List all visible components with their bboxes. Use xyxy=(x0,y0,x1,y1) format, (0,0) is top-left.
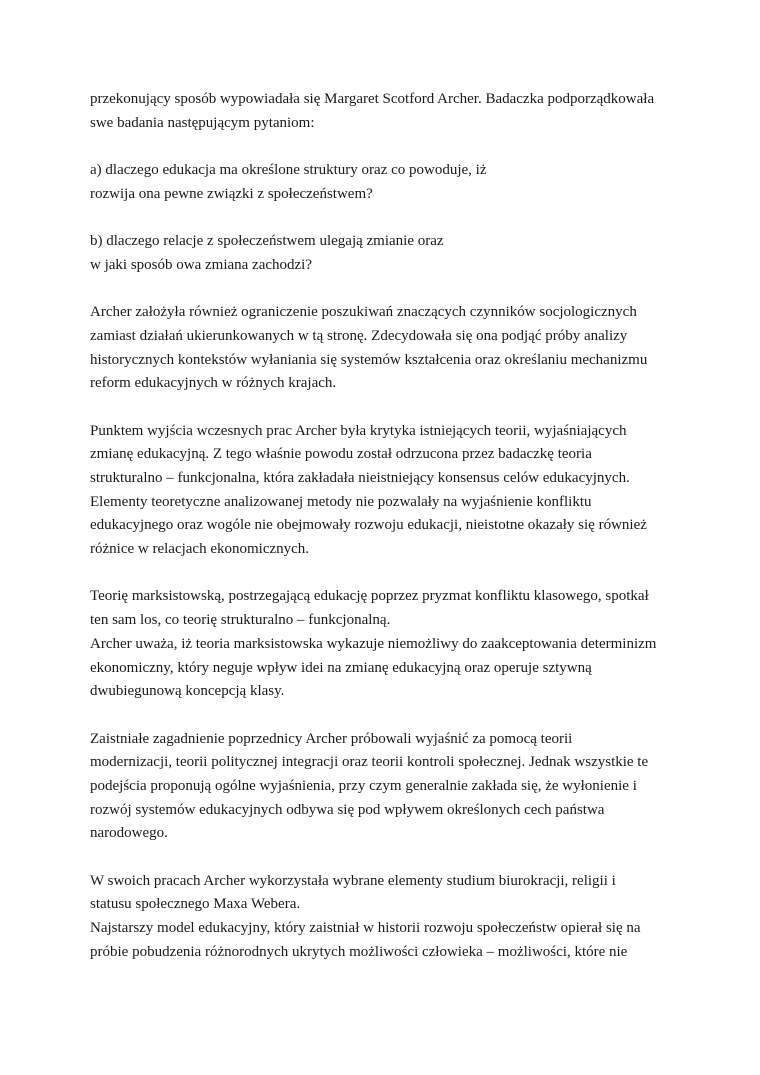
text-line: edukacyjnego oraz wogóle nie obejmowały rozwoju edukacji, nieistotne okazały się również xyxy=(90,517,647,534)
text-line: reform edukacyjnych w różnych krajach. xyxy=(90,375,337,392)
paragraph-critique xyxy=(90,420,680,562)
paragraph-gap xyxy=(90,396,680,420)
paragraph-gap xyxy=(90,206,680,230)
paragraph-gap xyxy=(90,135,680,159)
paragraph-weber xyxy=(90,870,680,965)
paragraph-predecessors xyxy=(90,728,680,846)
paragraph-intro xyxy=(90,88,680,135)
text-line: narodowego. xyxy=(90,825,168,842)
text-line: a) dlaczego edukacja ma określone struktury oraz co powoduje, iż xyxy=(90,162,487,179)
text-line: rozwój systemów edukacyjnych odbywa się pod wpływem określonych cech państwa xyxy=(90,801,605,818)
text-line: Teorię marksistowską, postrzegającą edukację poprzez pryzmat konfliktu klasowego, spotkał xyxy=(90,588,649,605)
text-line: ekonomiczny, który neguje wpływ idei na zmianę edukacyjną oraz operuje sztywną xyxy=(90,659,592,676)
text-line: w jaki sposób owa zmiana zachodzi? xyxy=(90,256,313,273)
text-line: swe badania następującym pytaniom: xyxy=(90,114,315,131)
paragraph-gap xyxy=(90,846,680,870)
text-line: historycznych kontekstów wyłaniania się systemów kształcenia oraz określaniu mechanizmu xyxy=(90,351,648,368)
text-line: modernizacji, teorii politycznej integracji oraz teorii kontroli społecznej. Jednak wszystkie te xyxy=(90,754,649,771)
text-line: Archer uważa, iż teoria marksistowska wykazuje niemożliwy do zaakceptowania determinizm xyxy=(90,635,657,652)
text-line: Punktem wyjścia wczesnych prac Archer była krytyka istniejących teorii, wyjaśniających xyxy=(90,422,627,439)
text-line: podejścia proponują ogólne wyjaśnienia, przy czym generalnie zakłada się, że wyłonienie i xyxy=(90,777,637,794)
text-line: zamiast działań ukierunkowanych w tą stronę. Zdecydowała się ona podjąć próby analizy xyxy=(90,327,628,344)
text-line: zmianę edukacyjną. Z tego właśnie powodu został odrzucona przez badaczkę teoria xyxy=(90,446,592,463)
text-line: ten sam los, co teorię strukturalno – funkcjonalną. xyxy=(90,612,391,629)
paragraph-gap xyxy=(90,278,680,302)
text-line: Archer założyła również ograniczenie poszukiwań znaczących czynników socjologicznych xyxy=(90,304,637,321)
text-line: próbie pobudzenia różnorodnych ukrytych możliwości człowieka – możliwości, które nie xyxy=(90,943,628,960)
text-line: statusu społecznego Maxa Webera. xyxy=(90,896,301,913)
text-line: Najstarszy model edukacyjny, który zaistniał w historii rozwoju społeczeństw opierał się na xyxy=(90,920,641,937)
paragraph-question-b xyxy=(90,230,680,277)
text-line: przekonujący sposób wypowiadała się Margaret Scotford Archer. Badaczka podporządkowała xyxy=(90,91,655,107)
text-line: różnice w relacjach ekonomicznych. xyxy=(90,541,310,558)
text-line: b) dlaczego relacje z społeczeństwem ulegają zmianie oraz xyxy=(90,233,444,250)
paragraph-gap xyxy=(90,704,680,728)
text-line: W swoich pracach Archer wykorzystała wybrane elementy studium biurokracji, religii i xyxy=(90,872,616,889)
paragraph-gap xyxy=(90,562,680,586)
paragraph-marxist-theory xyxy=(90,585,680,703)
text-line: strukturalno – funkcjonalna, która zakładała nieistniejący konsensus celów edukacyjnych. xyxy=(90,470,630,486)
text-line: rozwija ona pewne związki z społeczeństwem? xyxy=(90,185,373,202)
paragraph-question-a xyxy=(90,159,680,206)
paragraph-archer-assumptions xyxy=(90,301,680,396)
document-body xyxy=(90,88,680,964)
text-line: Zaistniałe zagadnienie poprzednicy Archer próbowali wyjaśnić za pomocą teorii xyxy=(90,730,573,747)
text-line: Elementy teoretyczne analizowanej metody nie pozwalały na wyjaśnienie konfliktu xyxy=(90,493,592,510)
text-line: dwubiegunową koncepcją klasy. xyxy=(90,683,285,700)
